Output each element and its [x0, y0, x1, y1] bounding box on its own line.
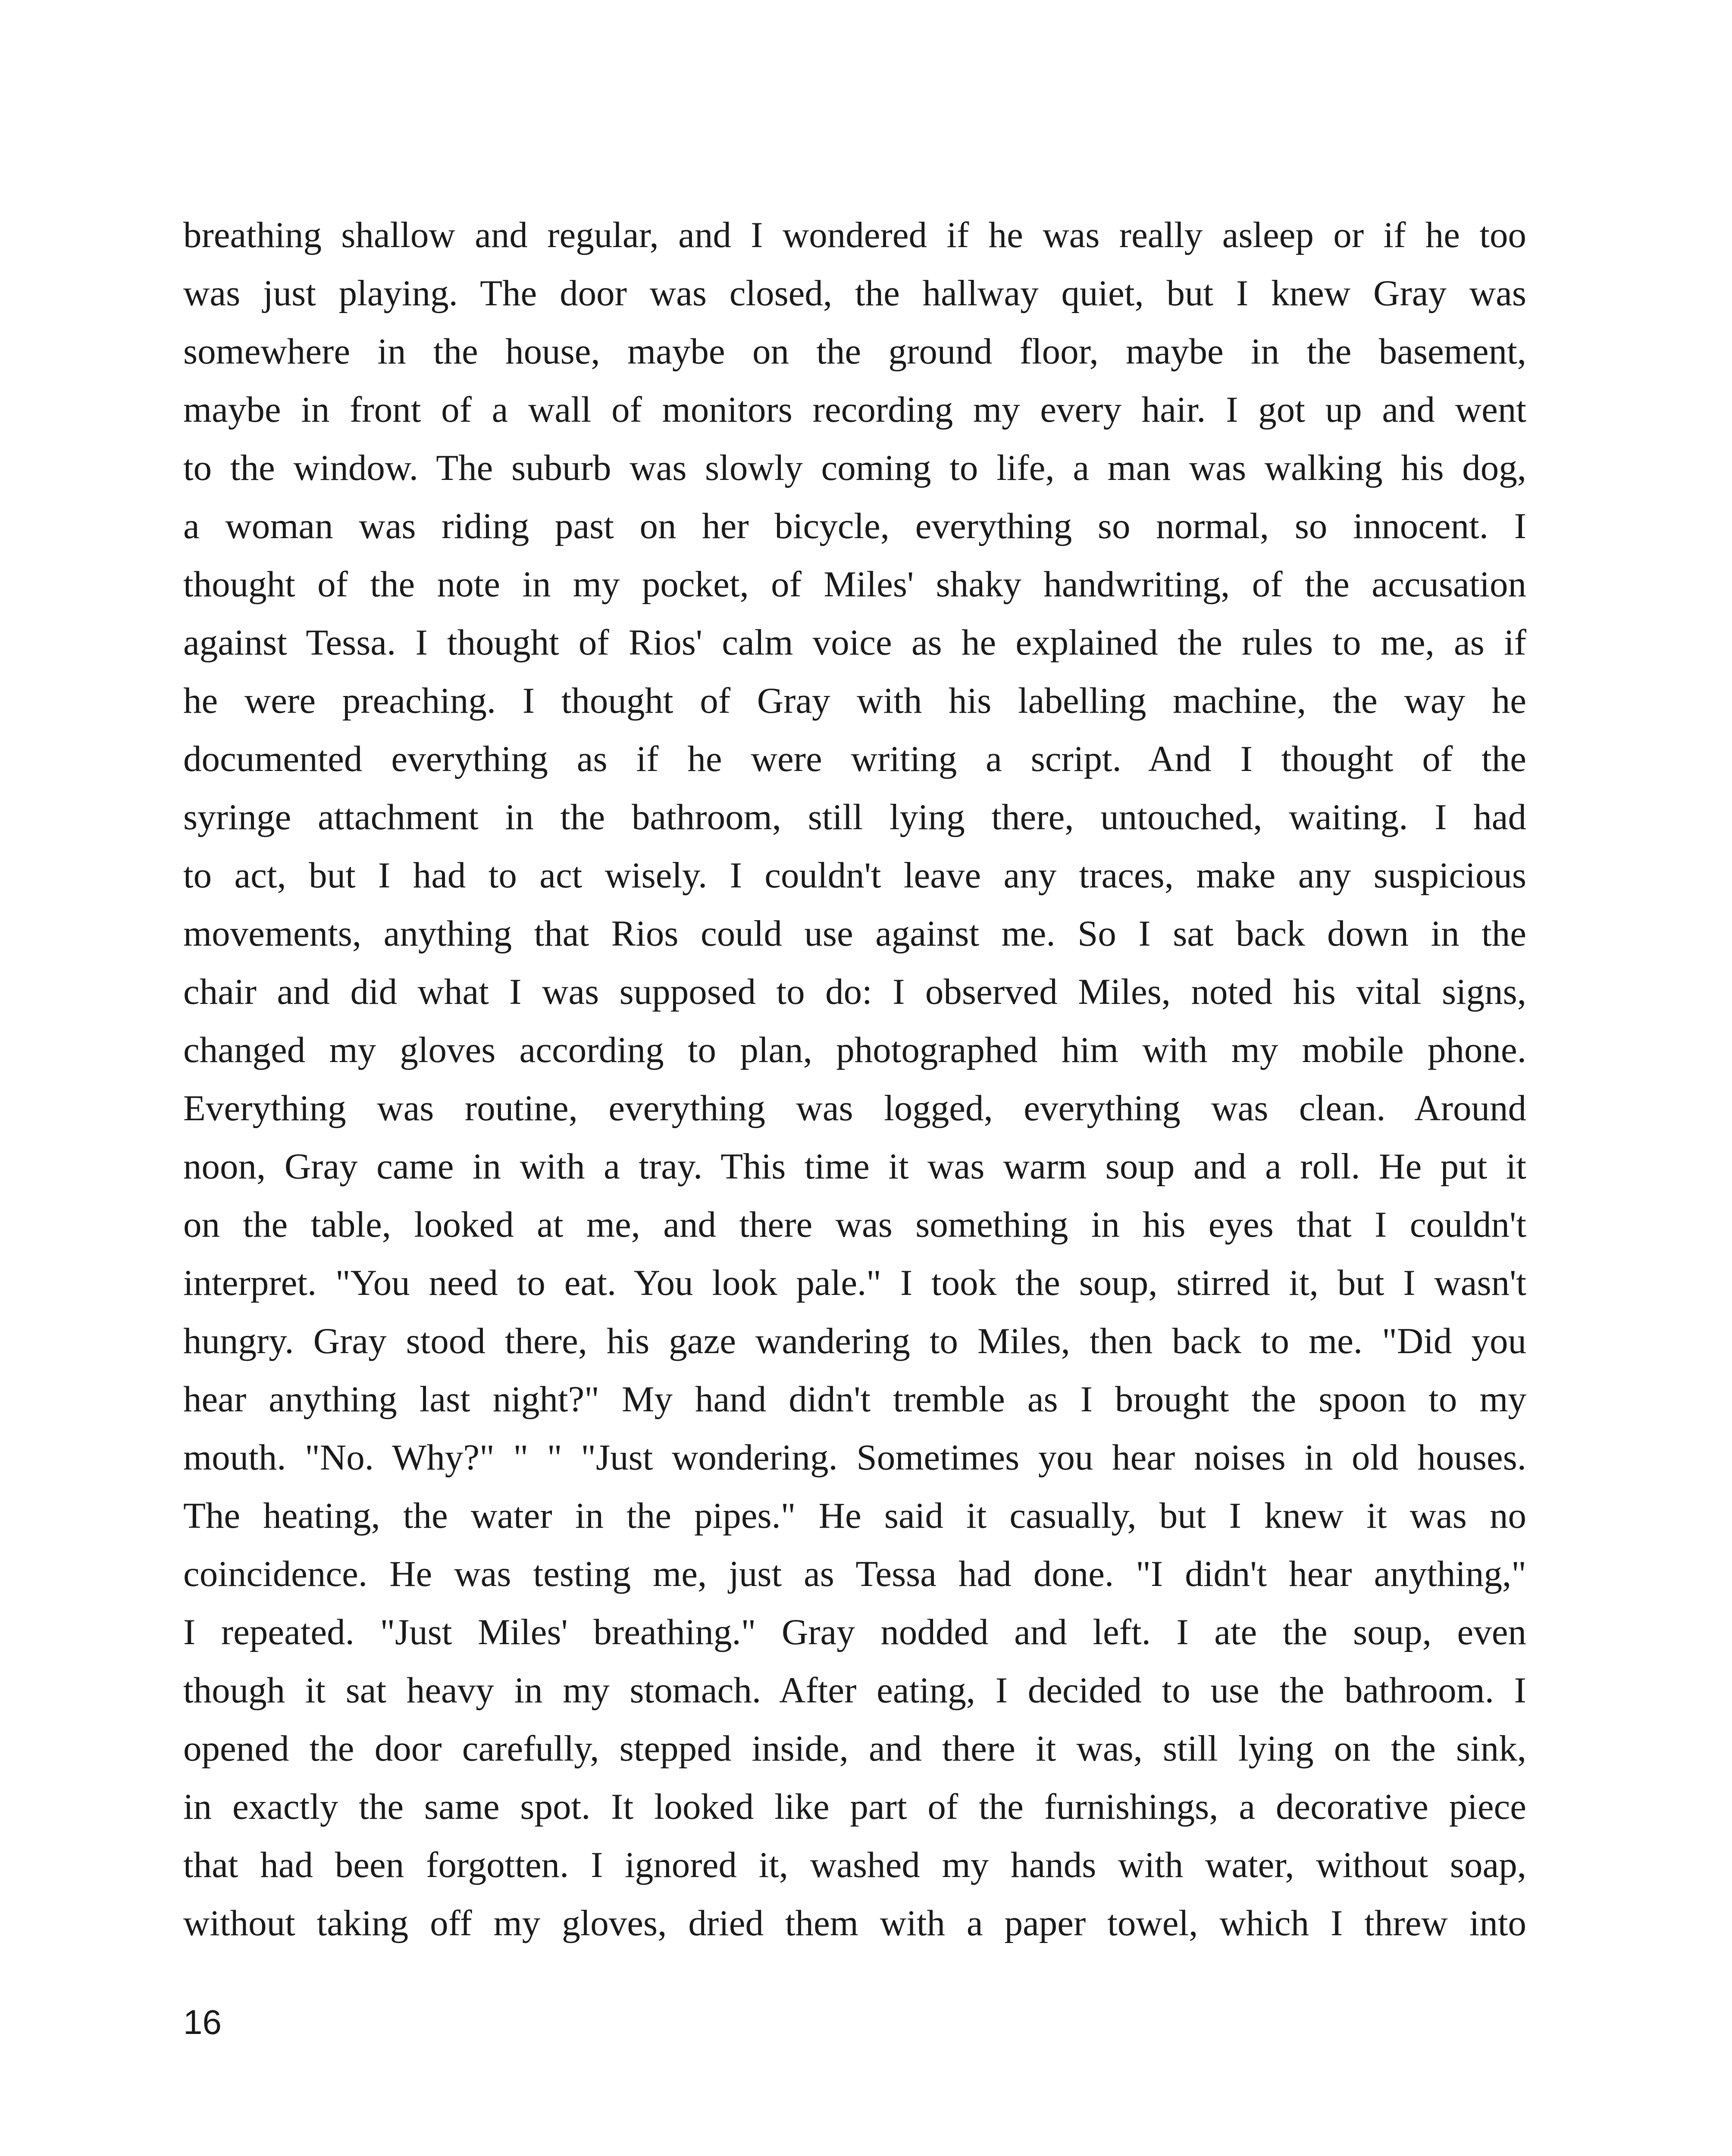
text-line: hear anything last night?" My hand didn't tremble as I brought the spoon to my: [183, 1379, 1526, 1420]
text-line: to act, but I had to act wisely. I couldn't leave any traces, make any suspicious: [183, 855, 1526, 896]
text-line: he were preaching. I thought of Gray with his labelling machine, the way he: [183, 680, 1526, 721]
page-number: 16: [183, 2003, 222, 2041]
text-line: was just playing. The door was closed, the hallway quiet, but I knew Gray was: [183, 273, 1526, 313]
text-line: though it sat heavy in my stomach. After eating, I decided to use the bathroom. I: [183, 1670, 1526, 1711]
text-line: Everything was routine, everything was logged, everything was clean. Around: [183, 1088, 1526, 1128]
text-line: mouth. "No. Why?" " " "Just wondering. Sometimes you hear noises in old houses.: [183, 1437, 1526, 1478]
text-line: syringe attachment in the bathroom, still lying there, untouched, waiting. I had: [183, 797, 1526, 837]
text-line: hungry. Gray stood there, his gaze wandering to Miles, then back to me. "Did you: [183, 1321, 1526, 1361]
text-line: on the table, looked at me, and there was something in his eyes that I couldn't: [183, 1204, 1526, 1245]
text-line: movements, anything that Rios could use against me. So I sat back down in the: [183, 913, 1526, 954]
text-line: interpret. "You need to eat. You look pale." I took the soup, stirred it, but I wasn't: [183, 1263, 1526, 1303]
text-line: breathing shallow and regular, and I wondered if he was really asleep or if he too: [183, 215, 1526, 255]
text-line: thought of the note in my pocket, of Miles' shaky handwriting, of the accusation: [183, 564, 1526, 605]
text-line: that had been forgotten. I ignored it, washed my hands with water, without soap,: [183, 1845, 1526, 1885]
text-line: The heating, the water in the pipes." He said it casually, but I knew it was no: [183, 1495, 1526, 1536]
text-line: without taking off my gloves, dried them with a paper towel, which I threw into: [183, 1903, 1526, 1943]
text-line: I repeated. "Just Miles' breathing." Gray nodded and left. I ate the soup, even: [183, 1612, 1526, 1652]
text-line: documented everything as if he were writing a script. And I thought of the: [183, 739, 1526, 779]
body-paragraph: [183, 206, 1526, 1952]
text-line: chair and did what I was supposed to do: I observed Miles, noted his vital signs,: [183, 971, 1526, 1012]
text-line: in exactly the same spot. It looked like part of the furnishings, a decorative piece: [183, 1786, 1526, 1827]
text-line: opened the door carefully, stepped inside, and there it was, still lying on the sink,: [183, 1728, 1526, 1769]
text-line: to the window. The suburb was slowly coming to life, a man was walking his dog,: [183, 448, 1526, 488]
text-line: against Tessa. I thought of Rios' calm voice as he explained the rules to me, as if: [183, 622, 1526, 663]
text-line: a woman was riding past on her bicycle, everything so normal, so innocent. I: [183, 506, 1526, 546]
text-line: coincidence. He was testing me, just as Tessa had done. "I didn't hear anything,": [183, 1554, 1526, 1594]
text-line: maybe in front of a wall of monitors recording my every hair. I got up and went: [183, 389, 1526, 430]
text-line: changed my gloves according to plan, photographed him with my mobile phone.: [183, 1030, 1526, 1070]
text-line: noon, Gray came in with a tray. This time it was warm soup and a roll. He put it: [183, 1146, 1526, 1187]
text-line: somewhere in the house, maybe on the ground floor, maybe in the basement,: [183, 331, 1526, 372]
